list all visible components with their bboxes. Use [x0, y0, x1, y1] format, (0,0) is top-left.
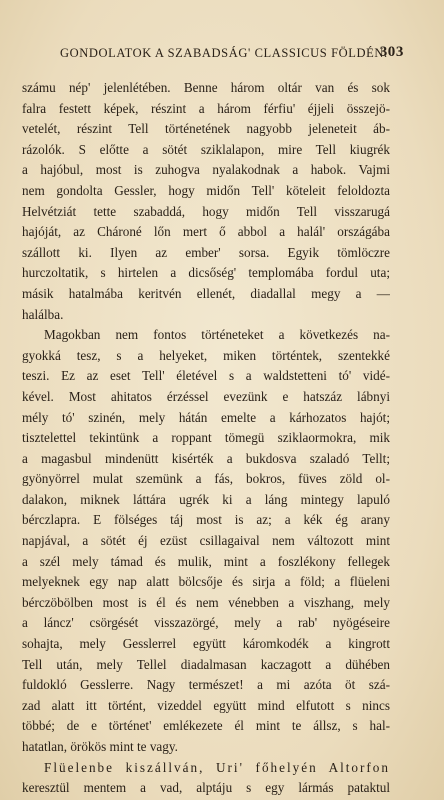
- text-line: a szél mely támad és mulik, mint a foszlékony fellegek: [22, 553, 390, 569]
- text-line: Flüelenbe kiszállván, Uri' főhelyén Altorfon: [44, 759, 390, 775]
- text-line: többé; de e történet' emlékezete él mint te állsz, s hal-: [22, 718, 390, 734]
- text-line: dalakon, miknek láttára ugrék ki a láng mintegy lapuló: [22, 491, 390, 507]
- text-line: Magokban nem fontos történeteket a következés na-: [44, 327, 390, 343]
- page-header: [60, 44, 404, 64]
- text-line: a magasbul mindenütt kisérték a bukdosva szaladó Tellt;: [22, 450, 390, 466]
- text-line: teszi. Ez az eset Tell' életével s a waldstetteni tó' vidé-: [22, 368, 390, 384]
- text-line: szállott ki. Ilyen az ember' sorsa. Egyik tömlöczre: [22, 244, 390, 260]
- text-line: számu nép' jelenlétében. Benne három oltár van és sok: [22, 80, 390, 95]
- text-line: rázolók. S előtte a sötét sziklalapon, mire Tell kiugrék: [22, 141, 390, 157]
- text-line: fuldokló Gesslerre. Nagy természet! a mi azóta öt szá-: [22, 677, 390, 693]
- text-line: mély tó' szinén, mely hátán emelte a kárhozatos hajót;: [22, 409, 390, 425]
- text-line: zad alatt itt történt, vizeddel együtt mind elfutott s nincs: [22, 697, 390, 713]
- text-line: Helvétziát tette szabaddá, hogy midőn Tell visszarugá: [22, 203, 390, 219]
- text-line: gyokká tesz, s a helyeket, miken történtek, szentekké: [22, 347, 390, 363]
- text-line: a hajóbul, most is zuhogva nyalakodnak a habok. Vajmi: [22, 162, 390, 178]
- text-line: a láncz' csörgését visszazörgé, mely a rab' nyögéseire: [22, 615, 390, 631]
- text-line: bérczlapra. E fölséges táj most is az; a kék ég arany: [22, 512, 390, 528]
- running-title: GONDOLATOK A SZABADSÁG' CLASSICUS FÖLDÉN.: [60, 46, 388, 60]
- text-line: sohajta, mely Gesslerrel együtt káromkodék a kingrott: [22, 636, 390, 652]
- text-line: halálba.: [22, 306, 64, 322]
- text-line: hurczoltatik, s hirtelen a dicsőség' templomába fordul uta;: [22, 265, 390, 281]
- text-line: hajóját, az Chároné lőn mert ő abbol a halál' országába: [22, 224, 390, 240]
- text-line: falra festett képek, részint a három férfiu' éjjeli összejö-: [22, 100, 390, 116]
- text-line: gyönyörrel mulat szemünk a fás, bokros, füves zöld ol-: [22, 471, 390, 487]
- text-line: keresztül mentem a vad, alptáju s egy lármás pataktul: [22, 780, 390, 796]
- text-line: vetelét, részint Tell történetének nagyobb jeleneteit áb-: [22, 121, 390, 137]
- text-line: nem gondolta Gessler, hogy midőn Tell' köteleit feloldozta: [22, 182, 390, 198]
- text-line: melyeknek egy nap alatt bölcsője és sirja a föld; a flüeleni: [22, 574, 390, 590]
- body-text: [22, 78, 390, 799]
- text-line: másik hatalmába keritvén ellenét, diadallal megy a —: [22, 285, 390, 301]
- text-line: bérczöbölben most is él és nem vénebben a viszhang, mely: [22, 594, 390, 610]
- page-number: 303: [379, 44, 404, 60]
- text-line: hatatlan, örökös mint te vagy.: [22, 739, 178, 754]
- text-line: tisztelettel tekintünk a roppant tömegü sziklaormokra, mik: [22, 430, 390, 446]
- text-line: kével. Most ahitatos érzéssel evezünk e hatszáz lábnyi: [22, 388, 390, 404]
- text-line: Tell után, mely Tellel diadalmasan kaczagott a dühében: [22, 656, 390, 672]
- text-line: napjával, a sötét éj ezüst csillagaival nem változott mint: [22, 533, 390, 549]
